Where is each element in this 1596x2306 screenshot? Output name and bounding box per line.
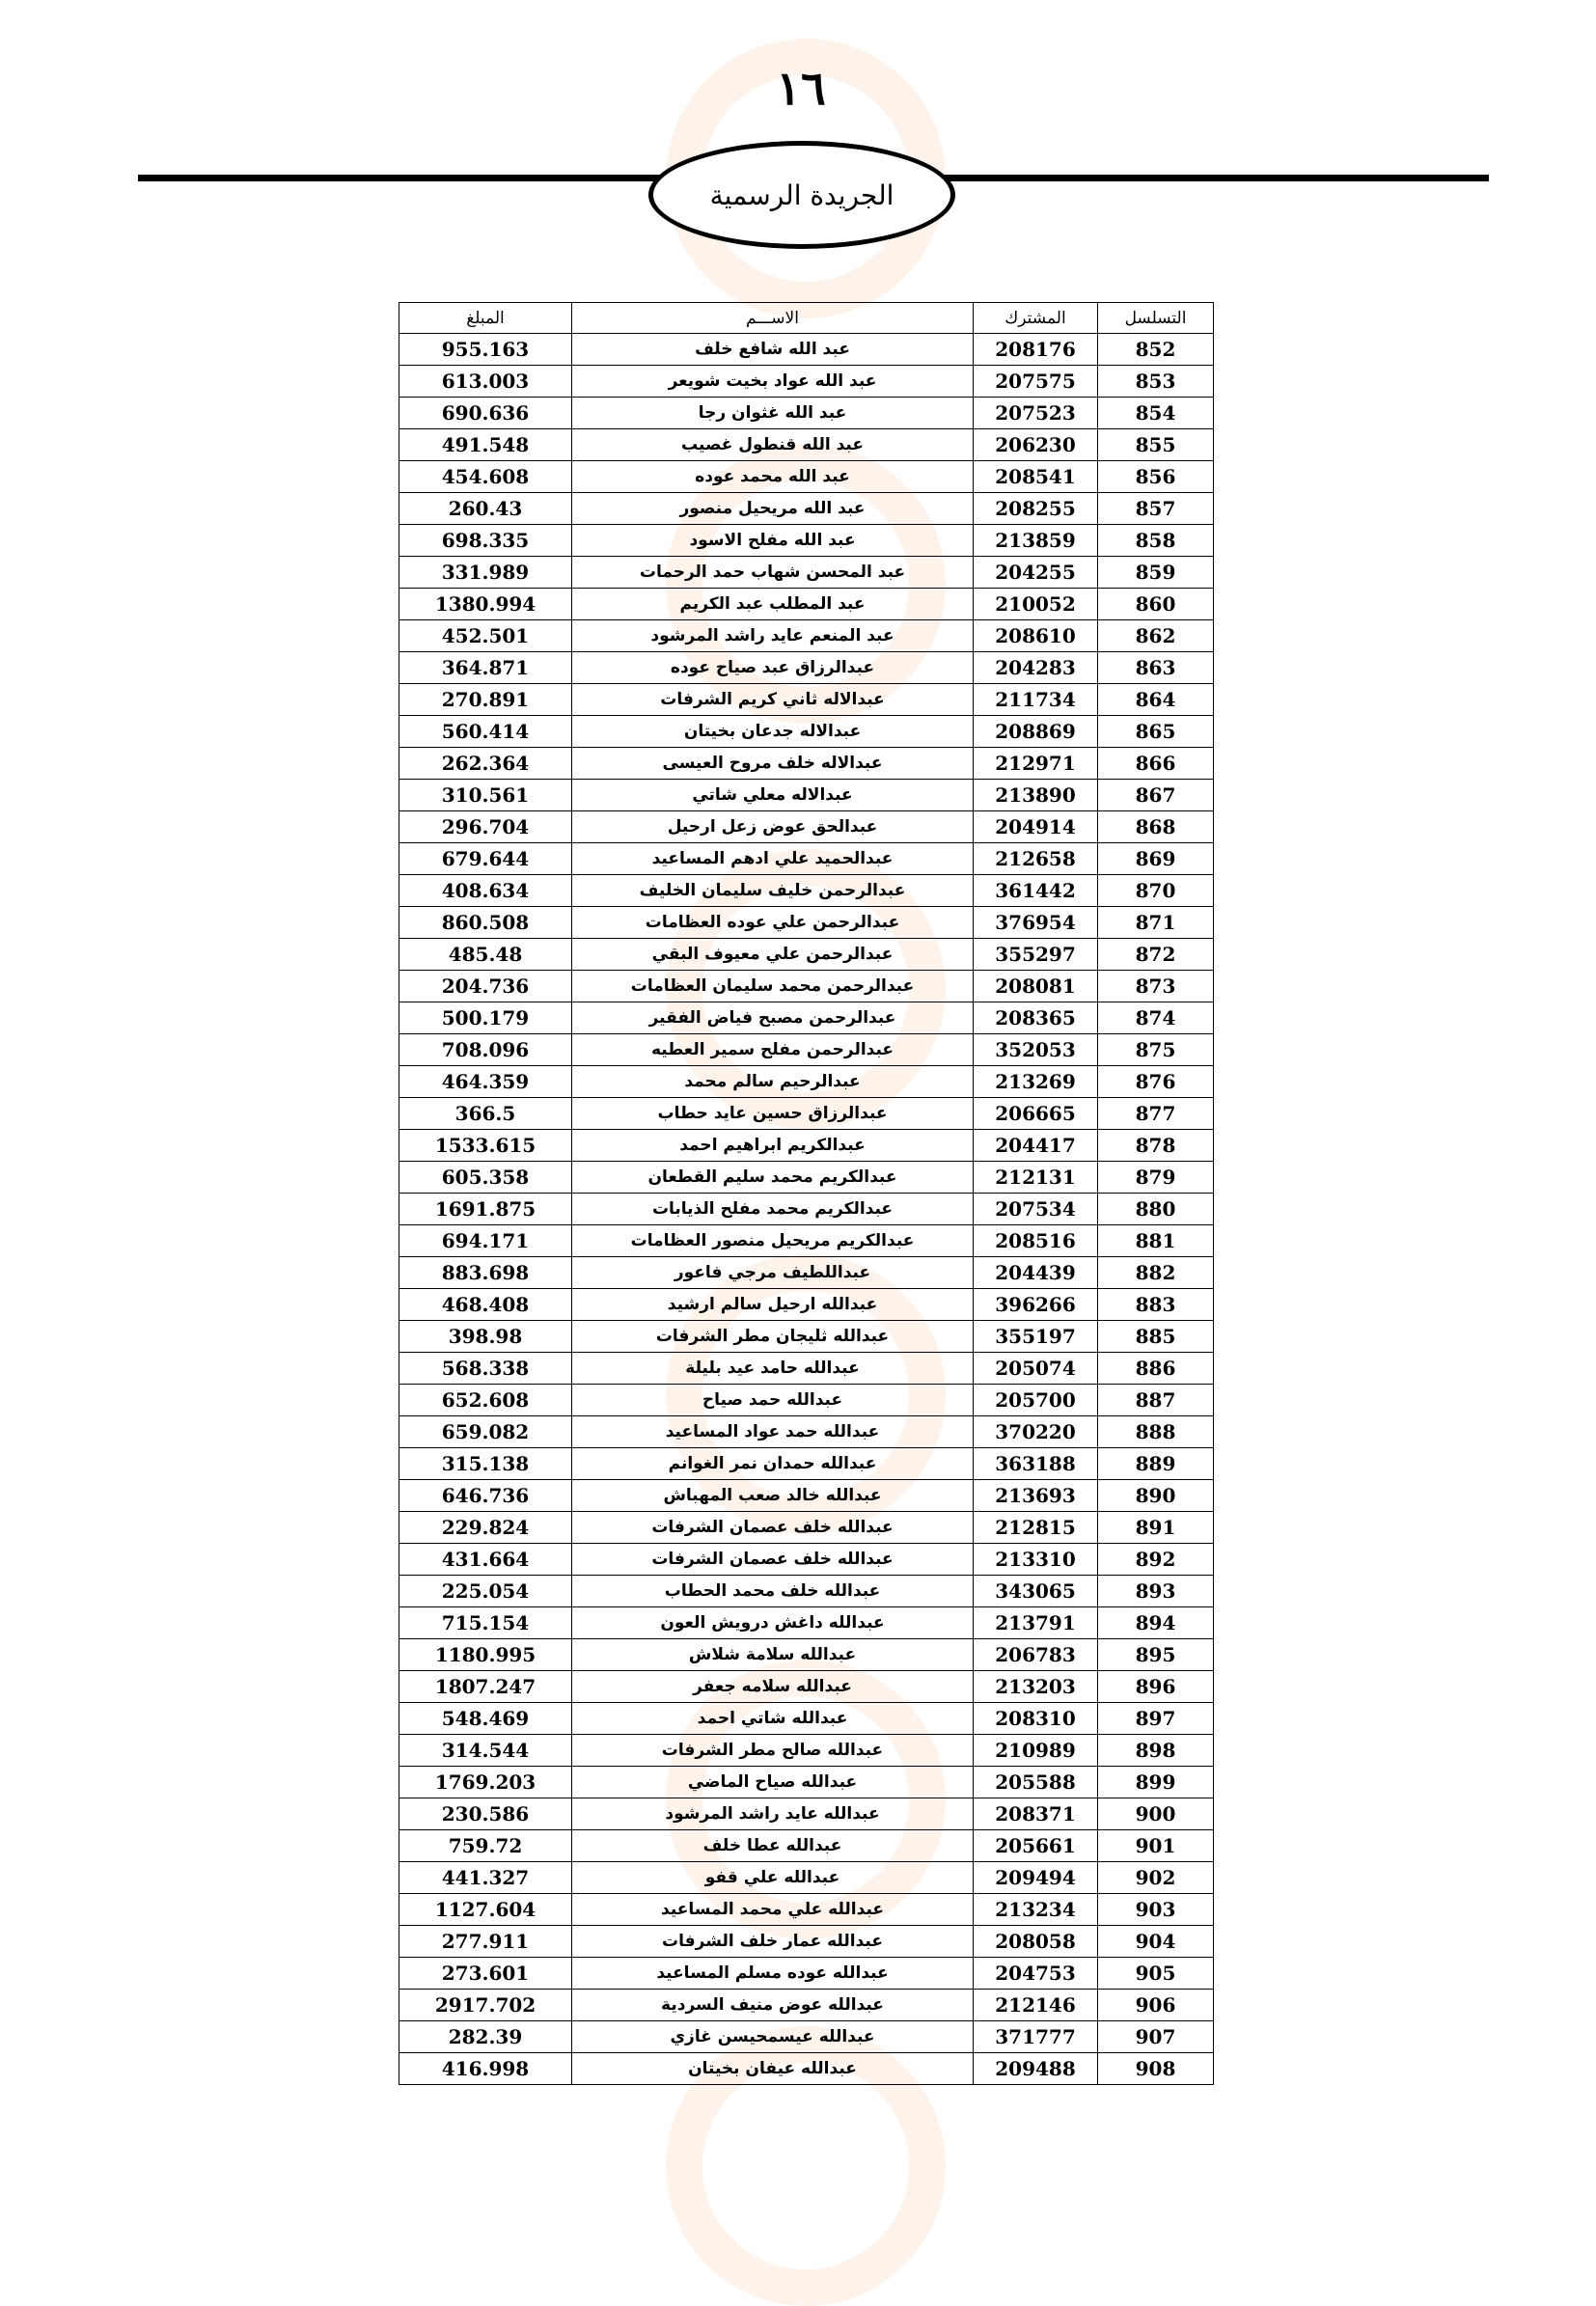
cell-subscriber: 206230	[974, 429, 1098, 461]
cell-name: عبدالله ارحيل سالم ارشيد	[572, 1289, 974, 1321]
cell-amount: 659.082	[399, 1416, 572, 1448]
table-row	[399, 1767, 1214, 1798]
cell-serial: 888	[1098, 1416, 1214, 1448]
cell-serial: 880	[1098, 1194, 1214, 1225]
cell-amount: 759.72	[399, 1830, 572, 1862]
cell-subscriber: 355297	[974, 939, 1098, 971]
subscriber-amounts-table	[399, 302, 1214, 2085]
cell-subscriber: 212658	[974, 843, 1098, 875]
cell-name: عبدالله خالد صعب المهباش	[572, 1480, 974, 1512]
cell-amount: 441.327	[399, 1862, 572, 1894]
table-row	[399, 1894, 1214, 1926]
table-row	[399, 366, 1214, 398]
table-row	[399, 811, 1214, 843]
cell-name: عبدالله علي قفو	[572, 1862, 974, 1894]
cell-name: عبدالله صياح الماضي	[572, 1767, 974, 1798]
cell-amount: 679.644	[399, 843, 572, 875]
table-row	[399, 589, 1214, 620]
cell-amount: 431.664	[399, 1544, 572, 1576]
cell-subscriber: 205700	[974, 1385, 1098, 1416]
table-row	[399, 1703, 1214, 1735]
table-row	[399, 1289, 1214, 1321]
cell-amount: 883.698	[399, 1257, 572, 1289]
table-row	[399, 1162, 1214, 1194]
table-row	[399, 1225, 1214, 1257]
cell-name: عبدالله شاتي احمد	[572, 1703, 974, 1735]
cell-amount: 468.408	[399, 1289, 572, 1321]
cell-subscriber: 208371	[974, 1798, 1098, 1830]
table-row	[399, 429, 1214, 461]
cell-name: عبدالله حمدان نمر الغوانم	[572, 1448, 974, 1480]
cell-serial: 883	[1098, 1289, 1214, 1321]
gazette-title: الجريدة الرسمية	[709, 178, 894, 211]
cell-subscriber: 213269	[974, 1066, 1098, 1098]
cell-name: عبدالكريم محمد مفلح الذيابات	[572, 1194, 974, 1225]
cell-serial: 900	[1098, 1798, 1214, 1830]
cell-name: عبد المنعم عايد راشد المرشود	[572, 620, 974, 652]
table-row	[399, 684, 1214, 716]
table-row	[399, 398, 1214, 429]
cell-subscriber: 204417	[974, 1130, 1098, 1162]
cell-serial: 887	[1098, 1385, 1214, 1416]
table-row	[399, 493, 1214, 525]
cell-name: عبدالله سلامه جعفر	[572, 1671, 974, 1703]
cell-name: عبدالله عوض منيف السردية	[572, 1990, 974, 2021]
cell-subscriber: 208541	[974, 461, 1098, 493]
cell-subscriber: 213310	[974, 1544, 1098, 1576]
table-row	[399, 1194, 1214, 1225]
cell-serial: 878	[1098, 1130, 1214, 1162]
cell-subscriber: 212146	[974, 1990, 1098, 2021]
cell-amount: 2917.702	[399, 1990, 572, 2021]
cell-serial: 889	[1098, 1448, 1214, 1480]
table-row	[399, 780, 1214, 811]
cell-amount: 698.335	[399, 525, 572, 557]
header-amount: المبلغ	[399, 303, 572, 334]
cell-amount: 646.736	[399, 1480, 572, 1512]
cell-name: عبدالله عمار خلف الشرفات	[572, 1926, 974, 1958]
cell-serial: 908	[1098, 2053, 1214, 2085]
table-row	[399, 1671, 1214, 1703]
cell-name: عبدالرحمن مصبح فياض الفقير	[572, 1002, 974, 1034]
table-row	[399, 1066, 1214, 1098]
cell-amount: 408.634	[399, 875, 572, 907]
cell-name: عبدالله خلف عصمان الشرفات	[572, 1512, 974, 1544]
cell-subscriber: 376954	[974, 907, 1098, 939]
page-number: ١٦	[776, 62, 826, 116]
table-row	[399, 652, 1214, 684]
cell-name: عبدالاله جدعان بخيتان	[572, 716, 974, 748]
cell-serial: 864	[1098, 684, 1214, 716]
cell-amount: 225.054	[399, 1576, 572, 1607]
cell-serial: 853	[1098, 366, 1214, 398]
table-row	[399, 525, 1214, 557]
cell-name: عبد الله مفلح الاسود	[572, 525, 974, 557]
table-row	[399, 2053, 1214, 2085]
cell-subscriber: 208176	[974, 334, 1098, 366]
cell-amount: 364.871	[399, 652, 572, 684]
table-row	[399, 748, 1214, 780]
cell-name: عبدالله داغش درويش العون	[572, 1607, 974, 1639]
cell-name: عبد الله قنطول غصيب	[572, 429, 974, 461]
cell-name: عبدالرحمن علي عوده العظامات	[572, 907, 974, 939]
cell-serial: 866	[1098, 748, 1214, 780]
cell-amount: 560.414	[399, 716, 572, 748]
cell-name: عبدالكريم محمد سليم القطعان	[572, 1162, 974, 1194]
cell-name: عبد الله محمد عوده	[572, 461, 974, 493]
cell-amount: 860.508	[399, 907, 572, 939]
cell-serial: 882	[1098, 1257, 1214, 1289]
cell-serial: 898	[1098, 1735, 1214, 1767]
cell-serial: 876	[1098, 1066, 1214, 1098]
cell-amount: 270.891	[399, 684, 572, 716]
table-row	[399, 939, 1214, 971]
header-serial: التسلسل	[1098, 303, 1214, 334]
cell-name: عبدالكريم مريحيل منصور العظامات	[572, 1225, 974, 1257]
table-row	[399, 1798, 1214, 1830]
cell-serial: 902	[1098, 1862, 1214, 1894]
table-row	[399, 1257, 1214, 1289]
cell-subscriber: 204283	[974, 652, 1098, 684]
table-row	[399, 1512, 1214, 1544]
table-row	[399, 716, 1214, 748]
cell-name: عبدالله صالح مطر الشرفات	[572, 1735, 974, 1767]
cell-amount: 1127.604	[399, 1894, 572, 1926]
cell-serial: 860	[1098, 589, 1214, 620]
table-row	[399, 1130, 1214, 1162]
cell-amount: 282.39	[399, 2021, 572, 2053]
cell-amount: 1533.615	[399, 1130, 572, 1162]
table-row	[399, 1448, 1214, 1480]
table-row	[399, 907, 1214, 939]
cell-serial: 858	[1098, 525, 1214, 557]
cell-serial: 867	[1098, 780, 1214, 811]
cell-name: عبدالله ثليجان مطر الشرفات	[572, 1321, 974, 1353]
cell-amount: 277.911	[399, 1926, 572, 1958]
cell-subscriber: 352053	[974, 1034, 1098, 1066]
cell-amount: 708.096	[399, 1034, 572, 1066]
cell-name: عبدالرحمن خليف سليمان الخليف	[572, 875, 974, 907]
table-row	[399, 843, 1214, 875]
cell-name: عبدالاله معلي شاتي	[572, 780, 974, 811]
cell-serial: 892	[1098, 1544, 1214, 1576]
cell-name: عبدالله حامد عيد بليلة	[572, 1353, 974, 1385]
cell-serial: 854	[1098, 398, 1214, 429]
cell-serial: 893	[1098, 1576, 1214, 1607]
cell-amount: 310.561	[399, 780, 572, 811]
cell-subscriber: 209488	[974, 2053, 1098, 2085]
cell-serial: 875	[1098, 1034, 1214, 1066]
cell-serial: 899	[1098, 1767, 1214, 1798]
cell-subscriber: 208081	[974, 971, 1098, 1002]
table-row	[399, 334, 1214, 366]
table-row	[399, 875, 1214, 907]
cell-amount: 464.359	[399, 1066, 572, 1098]
cell-subscriber: 210052	[974, 589, 1098, 620]
cell-name: عبدالحق عوض زعل ارحيل	[572, 811, 974, 843]
cell-amount: 331.989	[399, 557, 572, 589]
cell-serial: 869	[1098, 843, 1214, 875]
cell-subscriber: 205661	[974, 1830, 1098, 1862]
cell-amount: 690.636	[399, 398, 572, 429]
cell-name: عبد المطلب عبد الكريم	[572, 589, 974, 620]
table-row	[399, 1607, 1214, 1639]
cell-amount: 1180.995	[399, 1639, 572, 1671]
cell-name: عبداللطيف مرجي فاعور	[572, 1257, 974, 1289]
cell-name: عبد الله غثوان رجا	[572, 398, 974, 429]
cell-serial: 852	[1098, 334, 1214, 366]
cell-name: عبد الله شافع خلف	[572, 334, 974, 366]
cell-subscriber: 213203	[974, 1671, 1098, 1703]
cell-serial: 896	[1098, 1671, 1214, 1703]
cell-amount: 260.43	[399, 493, 572, 525]
cell-amount: 315.138	[399, 1448, 572, 1480]
cell-name: عبدالاله ثاني كريم الشرفات	[572, 684, 974, 716]
cell-subscriber: 209494	[974, 1862, 1098, 1894]
cell-name: عبدالله عايد راشد المرشود	[572, 1798, 974, 1830]
cell-serial: 907	[1098, 2021, 1214, 2053]
cell-subscriber: 213791	[974, 1607, 1098, 1639]
cell-serial: 865	[1098, 716, 1214, 748]
cell-serial: 873	[1098, 971, 1214, 1002]
cell-amount: 715.154	[399, 1607, 572, 1639]
cell-amount: 652.608	[399, 1385, 572, 1416]
cell-name: عبدالله حمد عواد المساعيد	[572, 1416, 974, 1448]
table-row	[399, 971, 1214, 1002]
table-row	[399, 1002, 1214, 1034]
cell-serial: 863	[1098, 652, 1214, 684]
header-name: الاســـم	[572, 303, 974, 334]
cell-subscriber: 208610	[974, 620, 1098, 652]
cell-subscriber: 204753	[974, 1958, 1098, 1990]
cell-subscriber: 204255	[974, 557, 1098, 589]
table-row	[399, 1480, 1214, 1512]
cell-subscriber: 213693	[974, 1480, 1098, 1512]
cell-subscriber: 213859	[974, 525, 1098, 557]
cell-subscriber: 363188	[974, 1448, 1098, 1480]
cell-subscriber: 207575	[974, 366, 1098, 398]
cell-subscriber: 208516	[974, 1225, 1098, 1257]
cell-serial: 905	[1098, 1958, 1214, 1990]
cell-amount: 230.586	[399, 1798, 572, 1830]
table-row	[399, 1830, 1214, 1862]
table-row	[399, 1958, 1214, 1990]
cell-name: عبدالرزاق عبد صياح عوده	[572, 652, 974, 684]
cell-serial: 855	[1098, 429, 1214, 461]
cell-subscriber: 210989	[974, 1735, 1098, 1767]
cell-serial: 897	[1098, 1703, 1214, 1735]
cell-serial: 868	[1098, 811, 1214, 843]
cell-subscriber: 205588	[974, 1767, 1098, 1798]
cell-serial: 881	[1098, 1225, 1214, 1257]
cell-name: عبدالحميد علي ادهم المساعيد	[572, 843, 974, 875]
cell-name: عبد الله مريحيل منصور	[572, 493, 974, 525]
cell-amount: 500.179	[399, 1002, 572, 1034]
table-row	[399, 1416, 1214, 1448]
cell-name: عبدالرحمن مفلح سمير العطيه	[572, 1034, 974, 1066]
cell-subscriber: 208058	[974, 1926, 1098, 1958]
cell-amount: 548.469	[399, 1703, 572, 1735]
cell-serial: 856	[1098, 461, 1214, 493]
cell-amount: 694.171	[399, 1225, 572, 1257]
header-subscriber: المشترك	[974, 303, 1098, 334]
table-row	[399, 1385, 1214, 1416]
table-row	[399, 1098, 1214, 1130]
cell-name: عبدالرحمن محمد سليمان العظامات	[572, 971, 974, 1002]
cell-name: عبد المحسن شهاب حمد الرحمات	[572, 557, 974, 589]
cell-amount: 398.98	[399, 1321, 572, 1353]
cell-amount: 1380.994	[399, 589, 572, 620]
cell-amount: 204.736	[399, 971, 572, 1002]
cell-subscriber: 370220	[974, 1416, 1098, 1448]
cell-subscriber: 208869	[974, 716, 1098, 748]
cell-subscriber: 396266	[974, 1289, 1098, 1321]
cell-amount: 485.48	[399, 939, 572, 971]
cell-serial: 862	[1098, 620, 1214, 652]
cell-subscriber: 206665	[974, 1098, 1098, 1130]
cell-amount: 1769.203	[399, 1767, 572, 1798]
cell-name: عبدالله علي محمد المساعيد	[572, 1894, 974, 1926]
cell-subscriber: 212971	[974, 748, 1098, 780]
cell-serial: 874	[1098, 1002, 1214, 1034]
cell-subscriber: 207523	[974, 398, 1098, 429]
cell-amount: 491.548	[399, 429, 572, 461]
cell-amount: 452.501	[399, 620, 572, 652]
cell-name: عبدالله عيسمحيسن غازي	[572, 2021, 974, 2053]
table-row	[399, 1926, 1214, 1958]
cell-subscriber: 207534	[974, 1194, 1098, 1225]
cell-amount: 568.338	[399, 1353, 572, 1385]
table-row	[399, 557, 1214, 589]
cell-amount: 613.003	[399, 366, 572, 398]
cell-serial: 870	[1098, 875, 1214, 907]
table-row	[399, 1353, 1214, 1385]
cell-subscriber: 204914	[974, 811, 1098, 843]
cell-subscriber: 205074	[974, 1353, 1098, 1385]
cell-serial: 895	[1098, 1639, 1214, 1671]
table-row	[399, 1544, 1214, 1576]
cell-name: عبد الله عواد بخيت شويعر	[572, 366, 974, 398]
cell-serial: 879	[1098, 1162, 1214, 1194]
cell-amount: 605.358	[399, 1162, 572, 1194]
cell-subscriber: 208255	[974, 493, 1098, 525]
table-row	[399, 1990, 1214, 2021]
table-row	[399, 1321, 1214, 1353]
cell-name: عبدالله عيفان بخيتان	[572, 2053, 974, 2085]
cell-serial: 904	[1098, 1926, 1214, 1958]
cell-name: عبدالله عطا خلف	[572, 1830, 974, 1862]
cell-subscriber: 212815	[974, 1512, 1098, 1544]
cell-name: عبدالرحيم سالم محمد	[572, 1066, 974, 1098]
cell-name: عبدالرحمن علي معيوف البقي	[572, 939, 974, 971]
cell-name: عبدالله عوده مسلم المساعيد	[572, 1958, 974, 1990]
cell-subscriber: 213234	[974, 1894, 1098, 1926]
cell-serial: 877	[1098, 1098, 1214, 1130]
table-header-row	[399, 303, 1214, 334]
cell-amount: 1691.875	[399, 1194, 572, 1225]
cell-subscriber: 355197	[974, 1321, 1098, 1353]
cell-amount: 314.544	[399, 1735, 572, 1767]
table-row	[399, 461, 1214, 493]
cell-name: عبدالكريم ابراهيم احمد	[572, 1130, 974, 1162]
cell-serial: 857	[1098, 493, 1214, 525]
table-row	[399, 1576, 1214, 1607]
cell-subscriber: 211734	[974, 684, 1098, 716]
cell-serial: 859	[1098, 557, 1214, 589]
cell-name: عبدالله سلامة شلاش	[572, 1639, 974, 1671]
cell-serial: 901	[1098, 1830, 1214, 1862]
cell-subscriber: 204439	[974, 1257, 1098, 1289]
cell-subscriber: 213890	[974, 780, 1098, 811]
cell-amount: 1807.247	[399, 1671, 572, 1703]
cell-amount: 955.163	[399, 334, 572, 366]
cell-name: عبدالله حمد صياح	[572, 1385, 974, 1416]
cell-serial: 906	[1098, 1990, 1214, 2021]
cell-serial: 885	[1098, 1321, 1214, 1353]
cell-serial: 894	[1098, 1607, 1214, 1639]
cell-name: عبدالرزاق حسين عايد حطاب	[572, 1098, 974, 1130]
cell-amount: 262.364	[399, 748, 572, 780]
cell-serial: 890	[1098, 1480, 1214, 1512]
cell-subscriber: 212131	[974, 1162, 1098, 1194]
table-row	[399, 2021, 1214, 2053]
cell-serial: 872	[1098, 939, 1214, 971]
cell-name: عبدالله خلف عصمان الشرفات	[572, 1544, 974, 1576]
cell-amount: 296.704	[399, 811, 572, 843]
cell-amount: 454.608	[399, 461, 572, 493]
cell-subscriber: 343065	[974, 1576, 1098, 1607]
cell-name: عبدالله خلف محمد الحطاب	[572, 1576, 974, 1607]
cell-subscriber: 208310	[974, 1703, 1098, 1735]
cell-amount: 366.5	[399, 1098, 572, 1130]
cell-subscriber: 206783	[974, 1639, 1098, 1671]
cell-subscriber: 371777	[974, 2021, 1098, 2053]
table-row	[399, 1862, 1214, 1894]
table-row	[399, 1735, 1214, 1767]
cell-serial: 891	[1098, 1512, 1214, 1544]
cell-serial: 871	[1098, 907, 1214, 939]
cell-amount: 229.824	[399, 1512, 572, 1544]
table-row	[399, 1034, 1214, 1066]
gazette-title-oval	[648, 141, 955, 249]
cell-serial: 903	[1098, 1894, 1214, 1926]
cell-subscriber: 361442	[974, 875, 1098, 907]
cell-subscriber: 208365	[974, 1002, 1098, 1034]
cell-amount: 273.601	[399, 1958, 572, 1990]
cell-name: عبدالاله خلف مروح العيسى	[572, 748, 974, 780]
cell-serial: 886	[1098, 1353, 1214, 1385]
cell-amount: 416.998	[399, 2053, 572, 2085]
table-row	[399, 1639, 1214, 1671]
table-row	[399, 620, 1214, 652]
